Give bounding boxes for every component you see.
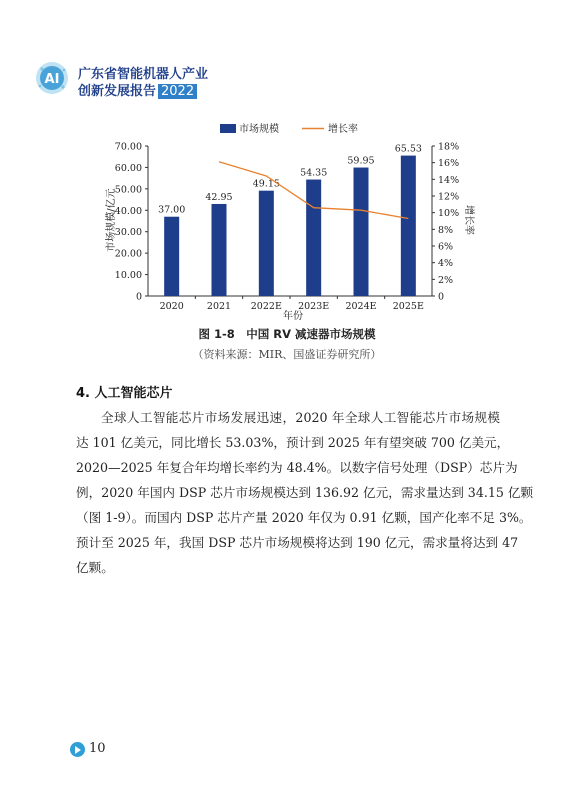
left-tick-label: 20.00 — [114, 248, 142, 260]
logo-text: AI — [44, 72, 60, 87]
bar — [259, 191, 274, 296]
left-tick-label: 10.00 — [114, 270, 142, 282]
bar-series — [164, 156, 416, 296]
right-tick-label: 8% — [438, 224, 454, 236]
left-tick-label: 0 — [135, 291, 142, 303]
x-tick-label: 2022E — [250, 301, 282, 312]
chart-axes — [148, 143, 432, 296]
x-tick-label: 2025E — [392, 301, 424, 312]
header-title-text: 创新发展报告 — [78, 84, 157, 99]
bar — [354, 168, 369, 296]
x-tick-label: 2024E — [345, 301, 377, 312]
paragraph-line: （图 1-9）。而国内 DSP 芯片产量 2020 年仅为 0.91 亿颗，国产化率不足 3%。 — [76, 510, 532, 525]
play-icon — [70, 742, 85, 757]
x-tick-label: 2021 — [206, 301, 232, 312]
bar-data-labels — [158, 144, 422, 216]
right-tick-label: 6% — [438, 241, 454, 253]
left-tick-label: 50.00 — [114, 184, 142, 196]
paragraph-line: 预计至 2025 年，我国 DSP 芯片市场规模将达到 190 亿元，需求量将达到 47 — [76, 535, 519, 550]
bar-value-label: 59.95 — [347, 155, 375, 167]
section-title: 4. 人工智能芯片 — [76, 386, 173, 401]
header-year-badge: 2022 — [158, 84, 197, 99]
bar-value-label: 42.95 — [205, 191, 233, 203]
right-tick-label: 2% — [438, 274, 454, 286]
left-tick-label: 70.00 — [114, 141, 142, 153]
rv-reducer-market-chart — [0, 0, 574, 330]
legend-bar-label: 市场规模 — [239, 124, 279, 135]
left-tick-label: 30.00 — [114, 227, 142, 239]
right-tick-label: 10% — [438, 208, 460, 220]
right-tick-label: 0 — [438, 291, 445, 303]
right-tick-label: 12% — [438, 191, 460, 203]
bar — [401, 156, 416, 296]
legend-line-label: 增长率 — [328, 124, 358, 135]
page-number: 10 — [89, 741, 106, 756]
bar — [164, 217, 179, 296]
right-tick-label: 4% — [438, 258, 454, 270]
paragraph-line: 2020—2025 年复合年均增长率约为 48.4%。以数字信号处理（DSP）芯片为 — [76, 460, 518, 475]
right-axis-ticks — [432, 142, 459, 303]
right-tick-label: 18% — [438, 141, 460, 153]
paragraph-line: 全球人工智能芯片市场发展迅速，2020 年全球人工智能芯片市场规模 — [101, 410, 500, 425]
y2-axis-label: 增长率 — [463, 205, 474, 235]
x-tick-label: 2023E — [298, 301, 330, 312]
header-title-line1: 广东省智能机器人产业 — [78, 67, 209, 82]
left-tick-label: 40.00 — [114, 205, 142, 217]
paragraph-line: 例，2020 年国内 DSP 芯片市场规模达到 136.92 亿元，需求量达到 34.15 亿颗 — [76, 485, 534, 500]
right-tick-label: 16% — [438, 158, 460, 170]
bar-value-label: 54.35 — [300, 167, 328, 179]
chart-legend — [220, 122, 358, 135]
x-tick-label: 2020 — [159, 301, 184, 312]
bar — [306, 180, 321, 296]
x-axis-label: 年份 — [283, 311, 303, 322]
bar-value-label: 37.00 — [158, 204, 186, 216]
figure-caption: 图 1-8 中国 RV 减速器市场规模 — [198, 327, 376, 341]
bar-value-label: 49.15 — [252, 178, 280, 190]
left-tick-label: 60.00 — [114, 162, 142, 174]
paragraph-line: 亿颗。 — [76, 560, 114, 575]
body-paragraph — [76, 405, 534, 580]
x-axis-ticks — [160, 296, 424, 312]
bar-value-label: 65.53 — [394, 143, 422, 155]
y-axis-label: 市场规模/亿元 — [106, 188, 117, 252]
left-axis-ticks — [115, 142, 148, 303]
figure-source: （资料来源：MIR、国盛证券研究所） — [192, 348, 382, 361]
legend-bar-swatch — [220, 124, 236, 133]
paragraph-line: 达 101 亿美元，同比增长 53.03%，预计到 2025 年有望突破 700 亿美元， — [76, 435, 510, 450]
right-tick-label: 14% — [438, 174, 460, 186]
bar — [212, 204, 227, 296]
